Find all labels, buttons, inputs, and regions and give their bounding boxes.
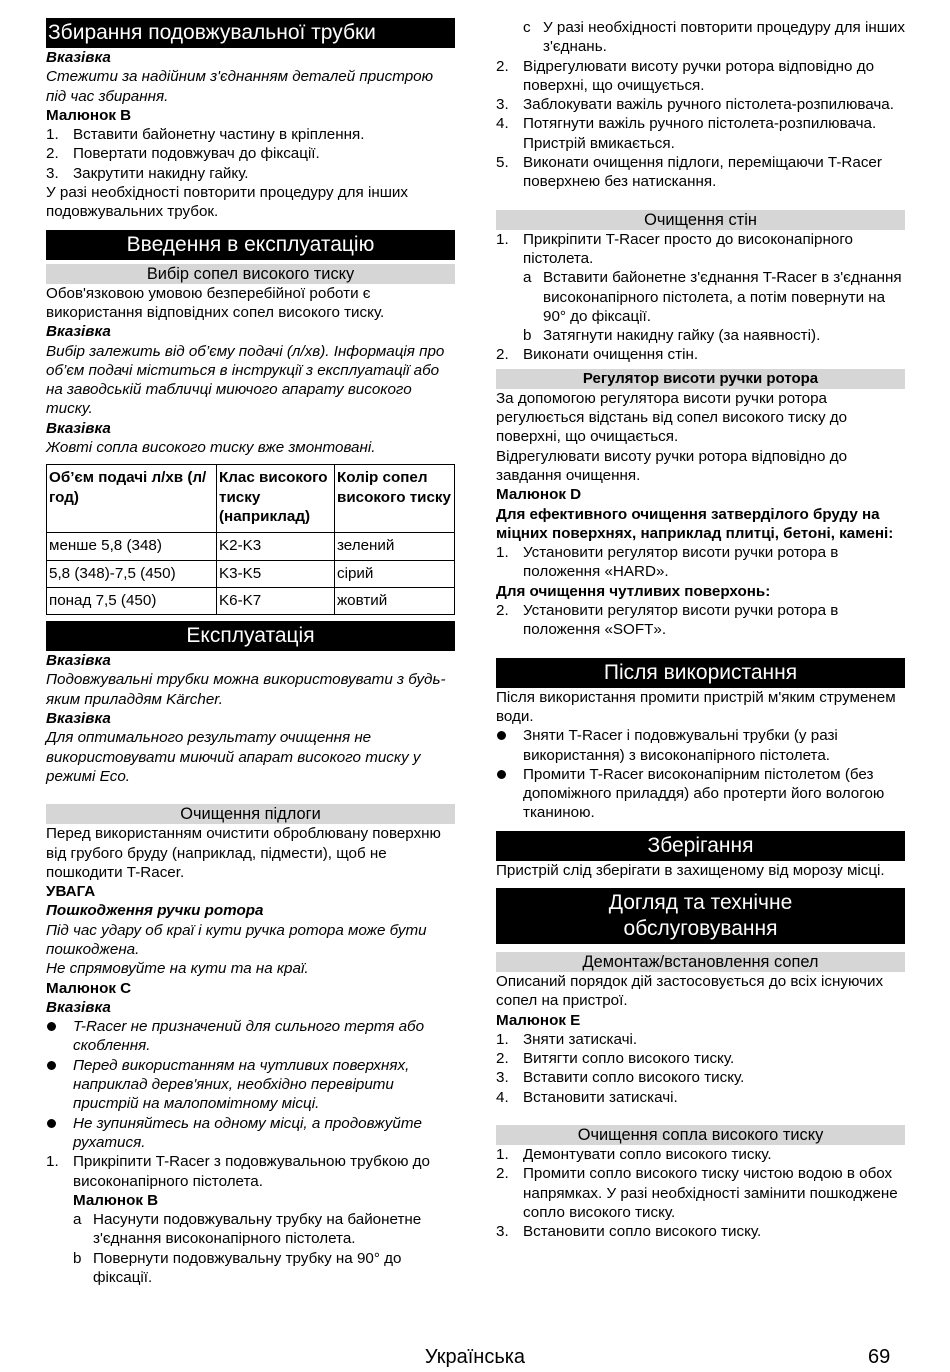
- sub-step-text: Повернути подовжувальну трубку на 90° до фіксації.: [93, 1249, 402, 1287]
- table-cell: K6-K7: [217, 587, 335, 614]
- paragraph: Перед використанням очистити оброблювану поверхню від грубого бруду (наприклад, підмести), щоб не пошкодити T-Racer.: [46, 825, 441, 881]
- table-cell: K2-K3: [217, 533, 335, 560]
- bullet-item: [496, 765, 905, 823]
- sub-list-item: [496, 18, 905, 57]
- step-text: Прикріпити T-Racer просто до високонапірного пістолета.: [523, 230, 853, 267]
- table-cell: K3-K5: [217, 560, 335, 587]
- list-item: [496, 543, 905, 582]
- subsection-title-floor-cleaning: Очищення підлоги: [46, 804, 455, 824]
- note-text: Вибір залежить від об’єму подачі (л/хв). Інформація про об’єм подачі міститься в інструкції з експлуатації або на заводській табличці миючого апарату високого тиску.: [46, 342, 445, 418]
- step-number: 4.: [496, 115, 509, 133]
- bullet-icon: [496, 765, 523, 823]
- sub-step-text: Затягнути накидну гайку (за наявності).: [543, 327, 821, 345]
- note-text: Стежити за надійним з'єднанням деталей пристрою під час збирання.: [46, 68, 434, 105]
- step-text: Вставити сопло високого тиску.: [523, 1069, 745, 1087]
- section-title-maintenance: [496, 888, 905, 944]
- step-text: Установити регулятор висоти ручки ротора в положення «SOFT».: [523, 602, 839, 639]
- list-item: [496, 1088, 905, 1107]
- table-cell: понад 7,5 (450): [47, 587, 217, 614]
- paragraph: У разі необхідності повторити процедуру для інших подовжувальних трубок.: [46, 184, 408, 221]
- step-number: 2.: [496, 1165, 509, 1183]
- step-number: 2.: [496, 602, 509, 620]
- bullet-text: Промити T-Racer високонапірним пістолетом (без допоміжного приладдя) або протерти його вологою тканиною.: [523, 765, 885, 822]
- step-number: 3.: [46, 164, 59, 182]
- step-number: 1.: [496, 230, 509, 248]
- warning-text: Під час удару об краї і кути ручка ротора може бути пошкоджена.: [46, 921, 427, 958]
- sub-step-letter: a: [523, 269, 532, 287]
- section-title-storage: Зберігання: [496, 831, 905, 861]
- sub-step-letter: b: [73, 1249, 82, 1267]
- step-text: Витягти сопло високого тиску.: [523, 1050, 735, 1068]
- paragraph: Відрегулювати висоту ручки ротора відповідно до завдання очищення.: [496, 447, 848, 484]
- sub-step-letter: b: [523, 327, 532, 345]
- list-item: [496, 114, 905, 153]
- warning-title: Пошкодження ручки ротора: [46, 902, 264, 920]
- step-text: Потягнути важіль ручного пістолета-розпилювача.: [523, 115, 877, 133]
- step-text: Закрутити накидну гайку.: [73, 164, 249, 182]
- left-column: [46, 18, 455, 1287]
- list-item: [496, 57, 905, 96]
- step-text: Установити регулятор висоти ручки ротора в положення «HARD».: [523, 544, 839, 581]
- step-text: Демонтувати сопло високого тиску.: [523, 1146, 772, 1164]
- list-item: [496, 230, 905, 269]
- step-number: 2.: [496, 57, 509, 75]
- paragraph: За допомогою регулятора висоти ручки ротора регулюється відстань від сопел високого тиску до поверхні, що очищається.: [496, 389, 848, 446]
- list-item: [46, 144, 455, 163]
- figure-ref: Малюнок B: [73, 1191, 159, 1209]
- figure-ref: Малюнок D: [496, 486, 582, 504]
- list-item: [46, 125, 455, 144]
- warning-label: УВАГА: [46, 883, 96, 901]
- sub-list-item: [496, 326, 905, 345]
- table-cell: менше 5,8 (348): [47, 533, 217, 560]
- table-header-cell: Клас високого тиску (наприклад): [217, 465, 335, 533]
- sub-list-item: [46, 1210, 455, 1249]
- bullet-item: [46, 1114, 455, 1153]
- figure-ref: Малюнок E: [496, 1011, 581, 1029]
- bullet-item: [496, 726, 905, 765]
- step-number: 3.: [496, 1069, 509, 1087]
- sub-list-item: [496, 268, 905, 326]
- bullet-item: [46, 1017, 455, 1056]
- list-item: [46, 164, 455, 183]
- section-title-commissioning: Введення в експлуатацію: [46, 230, 455, 260]
- step-text: Зняти затискачі.: [523, 1030, 638, 1048]
- sub-step-text: Вставити байонетне з'єднання T-Racer в з'єднання високонапірного пістолета, а потім повернути на 90° до фіксації.: [543, 269, 902, 325]
- table-row: [47, 587, 455, 614]
- list-item: [496, 1030, 905, 1049]
- bold-instruction: Для ефективного очищення затверділого бруду на міцних поверхнях, наприклад плитці, бетоні, камені:: [496, 505, 894, 542]
- sub-list-item: [46, 1249, 455, 1288]
- step-number: 5.: [496, 154, 509, 172]
- sub-step-letter: c: [523, 19, 531, 36]
- step-number: 3.: [496, 1223, 509, 1241]
- step-text: Повертати подовжувач до фіксації.: [73, 145, 320, 163]
- right-column: [496, 18, 905, 1242]
- step-number: 1.: [496, 1146, 509, 1164]
- table-cell: зелений: [335, 533, 455, 560]
- section-title-extension-assembly: Збирання подовжувальної трубки: [46, 18, 455, 48]
- step-number: 1.: [46, 1153, 59, 1171]
- sub-step-text: Насунути подовжувальну трубку на байонетне з'єднання високонапірного пістолета.: [93, 1211, 422, 1248]
- list-item: [496, 1222, 905, 1241]
- paragraph: Описаний порядок дій застосовується до всіх існуючих сопел на пристрої.: [496, 972, 884, 1010]
- subsection-title-nozzle-selection: Вибір сопел високого тиску: [46, 264, 455, 284]
- subsection-title-nozzle-cleaning: Очищення сопла високого тиску: [496, 1125, 905, 1145]
- note-label: Вказівка: [46, 419, 111, 437]
- step-text: Відрегулювати висоту ручки ротора відповідно до поверхні, що очищується.: [523, 57, 875, 94]
- step-text: Заблокувати важіль ручного пістолета-розпилювача.: [523, 96, 894, 114]
- step-text: Вставити байонетну частину в кріплення.: [73, 126, 365, 144]
- footer-language: Українська: [424, 1346, 526, 1368]
- note-label: Вказівка: [46, 49, 111, 66]
- subsection-title-wall-cleaning: Очищення стін: [496, 210, 905, 230]
- paragraph: Після використання промити пристрій м'яким струменем води.: [496, 688, 896, 725]
- paragraph: Обов'язковою умовою безперебійної роботи є використання відповідних сопел високого тиску.: [46, 284, 385, 321]
- bullet-icon: [46, 1017, 73, 1056]
- bullet-icon: [46, 1056, 73, 1114]
- step-text: Виконати очищення стін.: [523, 346, 699, 364]
- note-label: Вказівка: [46, 652, 111, 670]
- step-text: Прикріпити T-Racer з подовжувальною трубкою до високонапірного пістолета.: [73, 1153, 430, 1190]
- note-label: Вказівка: [46, 998, 111, 1016]
- list-item: [496, 345, 905, 364]
- table-header-cell: Об’єм подачі л/хв (л/год): [47, 465, 217, 533]
- list-item: [496, 1145, 905, 1164]
- section-title-after-use: Після використання: [496, 658, 905, 688]
- step-number: 2.: [46, 145, 59, 163]
- step-number: 2.: [496, 1050, 509, 1068]
- note-text: Для оптимального результату очищення не використовувати миючий апарат високого тиску у режимі Eco.: [46, 729, 421, 785]
- bullet-text: Не зупиняйтесь на одному місці, а продовжуйте рухатися.: [73, 1114, 422, 1151]
- paragraph: Пристрій слід зберігати в захищеному від морозу місці.: [496, 861, 885, 879]
- bold-instruction: Для очищення чутливих поверхонь:: [496, 582, 771, 600]
- note-text: Жовті сопла високого тиску вже змонтовані.: [46, 439, 376, 457]
- list-item: [496, 601, 905, 640]
- warning-text: Не спрямовуйте на кути та на краї.: [46, 960, 309, 978]
- list-item: [46, 1152, 455, 1210]
- table-header-row: [47, 465, 455, 533]
- table-header-cell: Колір сопел високого тиску: [335, 465, 455, 533]
- bullet-text: Зняти T-Racer і подовжувальні трубки (у разі використання) з високонапірного пістолета.: [523, 727, 838, 764]
- list-item: [496, 1068, 905, 1087]
- step-number: 1.: [46, 126, 59, 144]
- section-title-line: Догляд та технічне: [608, 890, 793, 914]
- table-cell: жовтий: [335, 587, 455, 614]
- nozzle-table: [46, 464, 455, 615]
- note-text: Подовжувальні трубки можна використовувати з будь-яким приладдям Kärcher.: [46, 671, 446, 708]
- step-number: 3.: [496, 96, 509, 114]
- table-row: [47, 560, 455, 587]
- subsection-title-nozzle-removal: Демонтаж/встановлення сопел: [496, 952, 905, 972]
- table-cell: сірий: [335, 560, 455, 587]
- step-text: Встановити затискачі.: [523, 1088, 678, 1106]
- subsection-title-height-regulator: Регулятор висоти ручки ротора: [496, 369, 905, 389]
- figure-ref: Малюнок B: [46, 106, 132, 124]
- list-item: [496, 1049, 905, 1068]
- section-title-line: обслуговування: [623, 916, 778, 940]
- step-number: 1.: [496, 1030, 509, 1048]
- step-number: 1.: [496, 544, 509, 562]
- table-cell: 5,8 (348)-7,5 (450): [47, 560, 217, 587]
- step-number: 2.: [496, 346, 509, 364]
- sub-step-letter: a: [73, 1211, 82, 1229]
- bullet-icon: [46, 1114, 73, 1153]
- bullet-item: [46, 1056, 455, 1114]
- list-item: [496, 1164, 905, 1222]
- page-number: 69: [868, 1346, 891, 1368]
- step-text: Виконати очищення підлоги, переміщаючи T-Racer поверхнею без натискання.: [523, 154, 882, 191]
- step-number: 4.: [496, 1088, 509, 1106]
- list-item: [496, 153, 905, 192]
- list-item: [496, 95, 905, 114]
- step-text: Промити сопло високого тиску чистою водою в обох напрямках. У разі необхідності замінити пошкоджене сопло високого тиску.: [523, 1165, 898, 1221]
- bullet-text: T-Racer не призначений для сильного тертя або скоблення.: [73, 1018, 425, 1055]
- sub-step-text: У разі необхідності повторити процедуру для інших з'єднань.: [543, 19, 905, 56]
- section-title-operation: Експлуатація: [46, 621, 455, 651]
- step-text: Встановити сопло високого тиску.: [523, 1223, 762, 1241]
- figure-ref: Малюнок C: [46, 979, 132, 997]
- note-label: Вказівка: [46, 323, 111, 341]
- step-result: Пристрій вмикається.: [523, 134, 675, 152]
- table-row: [47, 533, 455, 560]
- bullet-text: Перед використанням на чутливих поверхнях, наприклад дерев'яних, необхідно перевірити пристрій на малопомітному місці.: [73, 1056, 410, 1113]
- bullet-icon: [496, 726, 523, 765]
- note-label: Вказівка: [46, 710, 111, 728]
